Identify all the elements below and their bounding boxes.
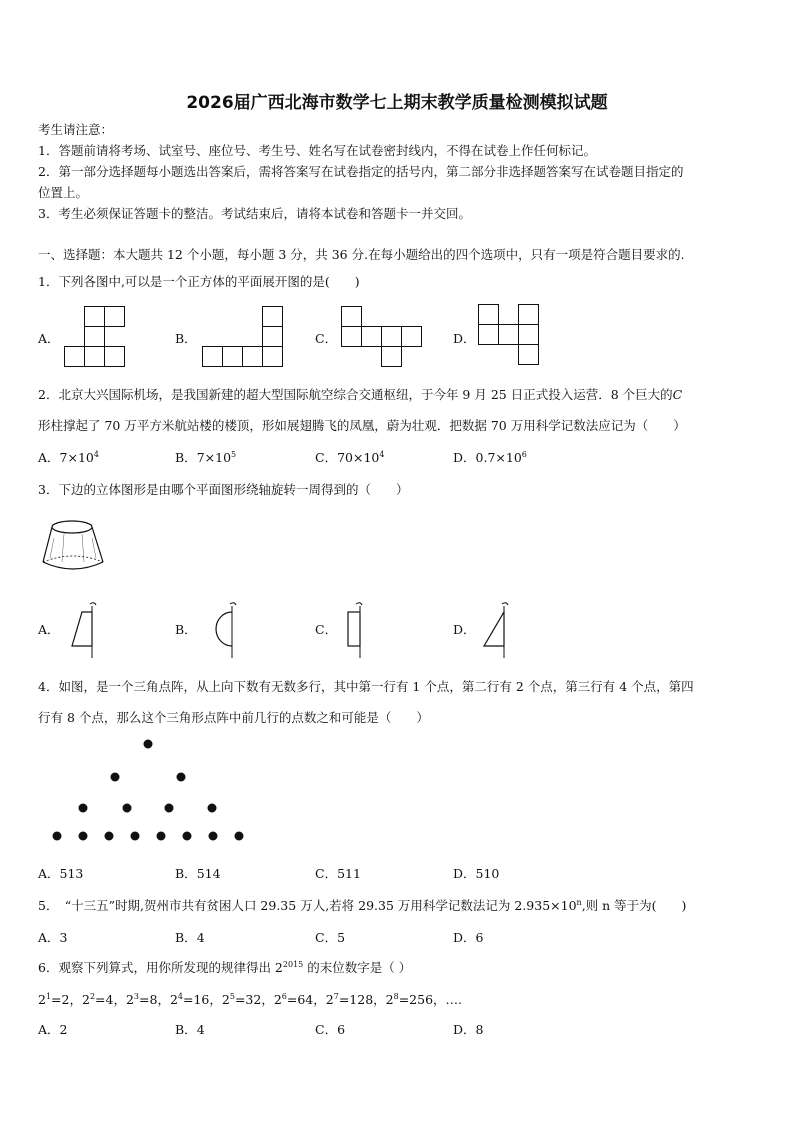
q2-option-a-label: A．	[38, 450, 60, 465]
question-6-stem-exp: 2015	[282, 959, 304, 969]
q4-option-d[interactable]	[453, 864, 499, 882]
q2-option-a-base: 7×10	[59, 450, 94, 465]
seq-exp: 5	[229, 991, 235, 1001]
question-5-stem-b: ,则 n 等于为( )	[581, 898, 687, 913]
q4-option-d-label: D．	[453, 866, 476, 881]
q5-option-d-label: D．	[453, 930, 476, 945]
seq-val: =32，	[234, 992, 274, 1007]
lattice-dot	[144, 740, 153, 749]
seq-exp: 6	[281, 991, 287, 1001]
q4-option-c[interactable]	[315, 864, 361, 882]
q6-option-a-value: 2	[59, 1022, 68, 1037]
q2-option-b-base: 7×10	[196, 450, 232, 465]
seq-val: =16，	[183, 992, 222, 1007]
lattice-dot	[123, 804, 132, 813]
q6-option-d-label: D．	[453, 1022, 476, 1037]
section-heading: 一、选择题：本大题共 12 个小题，每小题 3 分，共 36 分.在每小题给出的四个选项中，只有一项是符合题目要求的.	[38, 247, 685, 262]
seq-val: =8，	[139, 992, 170, 1007]
page-title: 2026届广西北海市数学七上期末教学质量检测模拟试题	[186, 93, 608, 113]
q2-option-c-label: C．	[315, 450, 338, 465]
seq-exp: 7	[333, 991, 339, 1001]
lattice-dot	[131, 832, 140, 841]
q1-option-c-label[interactable]: C．	[315, 331, 338, 346]
lattice-dot	[53, 832, 62, 841]
lattice-dot	[209, 832, 218, 841]
seq-val: =4，	[95, 992, 126, 1007]
q5-option-b-label: B．	[175, 930, 197, 945]
q5-option-d-value: 6	[475, 930, 484, 945]
seq-base: 2	[325, 992, 334, 1007]
q4-option-a-label: A．	[38, 866, 60, 881]
notice-item-2-cont: 位置上。	[38, 185, 89, 200]
question-1-stem: 1．下列各图中,可以是一个正方体的平面展开图的是( )	[38, 274, 360, 289]
lattice-dot	[105, 832, 114, 841]
seq-val: =64，	[286, 992, 326, 1007]
q2-option-d-base: 0.7×10	[475, 450, 522, 465]
question-6-stem-b: 的末位数字是（ ）	[303, 960, 412, 975]
notice-item-1: 1．答题前请将考场、试室号、座位号、考生号、姓名写在试卷密封线内，不得在试卷上作任何标记。	[38, 143, 596, 158]
q4-option-b-value: 514	[196, 866, 221, 881]
seq-base: 2	[221, 992, 230, 1007]
notice-item-3: 3．考生必须保证答题卡的整洁。考试结束后，请将本试卷和答题卡一并交回。	[38, 206, 471, 221]
lattice-dot	[177, 773, 186, 782]
seq-exp: 4	[177, 991, 183, 1001]
q6-option-d[interactable]	[453, 1020, 483, 1038]
q6-option-b[interactable]	[175, 1020, 205, 1038]
seq-base: 2	[273, 992, 282, 1007]
q6-option-c-label: C．	[315, 1022, 338, 1037]
q2-option-c-exp: 4	[379, 449, 385, 459]
lattice-dot	[79, 832, 88, 841]
seq-base: 2	[385, 992, 394, 1007]
q1-option-a-label[interactable]: A．	[38, 331, 60, 346]
q2-option-b-label: B．	[175, 450, 197, 465]
seq-exp: 2	[89, 991, 96, 1001]
q5-option-a[interactable]	[38, 928, 67, 946]
seq-term	[38, 992, 82, 1007]
question-6-sequence	[38, 990, 462, 1008]
notice-heading: 考生请注意：	[38, 122, 114, 137]
q4-option-d-value: 510	[475, 866, 500, 881]
q4-option-c-value: 511	[337, 866, 361, 881]
q6-option-c-value: 6	[337, 1022, 346, 1037]
seq-val: =128，	[338, 992, 386, 1007]
q5-option-c-label: C．	[315, 930, 338, 945]
q6-option-c[interactable]	[315, 1020, 345, 1038]
q6-option-a-label: A．	[38, 1022, 60, 1037]
q4-option-b[interactable]	[175, 864, 221, 882]
lattice-dot	[79, 804, 88, 813]
q5-option-b[interactable]	[175, 928, 205, 946]
question-4-line-1: 4．如图，是一个三角点阵，从上向下数有无数多行，其中第一行有 1 个点，第二行有 2 个点，第三行有 4 个点，第四	[38, 679, 694, 694]
seq-term	[326, 992, 386, 1007]
q1-option-b-label[interactable]: B．	[175, 331, 197, 346]
seq-base: 2	[38, 992, 46, 1007]
seq-term	[386, 992, 462, 1007]
q2-option-a-exp: 4	[93, 449, 99, 459]
lattice-dot	[208, 804, 217, 813]
q2-option-b-exp: 5	[231, 449, 237, 459]
seq-term	[222, 992, 274, 1007]
q6-option-b-value: 4	[196, 1022, 205, 1037]
q2-option-c-base: 70×10	[337, 450, 380, 465]
question-4-line-2: 行有 8 个点，那么这个三角形点阵中前几行的点数之和可能是（ ）	[38, 710, 429, 725]
question-2-line-2: 形柱撑起了 70 万平方米航站楼的楼顶，形如展翅腾飞的凤凰，蔚为壮观．把数据 70 万用科学记数法应记为（ ）	[38, 418, 686, 433]
q1-option-d-label[interactable]: D．	[453, 331, 476, 346]
q5-option-c-value: 5	[337, 930, 346, 945]
lattice-dot	[183, 832, 192, 841]
question-5-stem-exp: n	[576, 897, 582, 907]
lattice-dot	[165, 804, 174, 813]
question-3-stem: 3．下边的立体图形是由哪个平面图形绕轴旋转一周得到的（ ）	[38, 482, 409, 497]
q6-option-d-value: 8	[475, 1022, 484, 1037]
seq-base: 2	[169, 992, 178, 1007]
q6-option-a[interactable]	[38, 1020, 67, 1038]
seq-exp: 1	[45, 991, 52, 1001]
q3-option-d-label[interactable]: D．	[453, 622, 476, 637]
lattice-dot	[235, 832, 244, 841]
seq-term	[170, 992, 222, 1007]
q4-option-c-label: C．	[315, 866, 338, 881]
q5-option-a-value: 3	[59, 930, 68, 945]
seq-val: =256，….	[398, 992, 463, 1007]
q5-option-c[interactable]	[315, 928, 345, 946]
q4-option-a-value: 513	[59, 866, 84, 881]
seq-base: 2	[125, 992, 134, 1007]
seq-exp: 3	[133, 991, 140, 1001]
seq-term	[82, 992, 126, 1007]
q6-option-b-label: B．	[175, 1022, 197, 1037]
q5-option-d[interactable]	[453, 928, 483, 946]
lattice-dot	[157, 832, 166, 841]
q2-option-d-label: D．	[453, 450, 476, 465]
question-6-stem-a: 6．观察下列算式，用你所发现的规律得出 2	[38, 960, 283, 975]
q2-option-d-exp: 6	[521, 449, 527, 459]
notice-item-2: 2．第一部分选择题每小题选出答案后，需将答案写在试卷指定的括号内，第二部分非选择题答案写在试卷题目指定的	[38, 164, 684, 179]
q5-option-b-value: 4	[196, 930, 205, 945]
question-5-stem-a: 5． “十三五”时期,贺州市共有贫困人口 29.35 万人,若将 29.35 万用科学记数法记为 2.935×10	[38, 898, 577, 913]
q3-option-c-label[interactable]: C．	[315, 622, 338, 637]
q4-option-b-label: B．	[175, 866, 197, 881]
seq-base: 2	[81, 992, 90, 1007]
q3-option-b-label[interactable]: B．	[175, 622, 197, 637]
seq-exp: 8	[393, 991, 399, 1001]
question-2-line-1-text: 2．北京大兴国际机场，是我国新建的超大型国际航空综合交通枢纽，于今年 9 月 25 日正式投入运营．8 个巨大的	[38, 387, 673, 402]
lattice-dot	[111, 773, 120, 782]
question-6-stem	[38, 958, 411, 976]
q5-option-a-label: A．	[38, 930, 60, 945]
seq-val: =2，	[51, 992, 82, 1007]
seq-term	[126, 992, 170, 1007]
seq-term	[274, 992, 326, 1007]
q3-option-a-label[interactable]: A．	[38, 622, 60, 637]
question-5-stem	[38, 896, 686, 914]
question-2-c-symbol: C	[672, 387, 683, 402]
q4-option-a[interactable]	[38, 864, 83, 882]
